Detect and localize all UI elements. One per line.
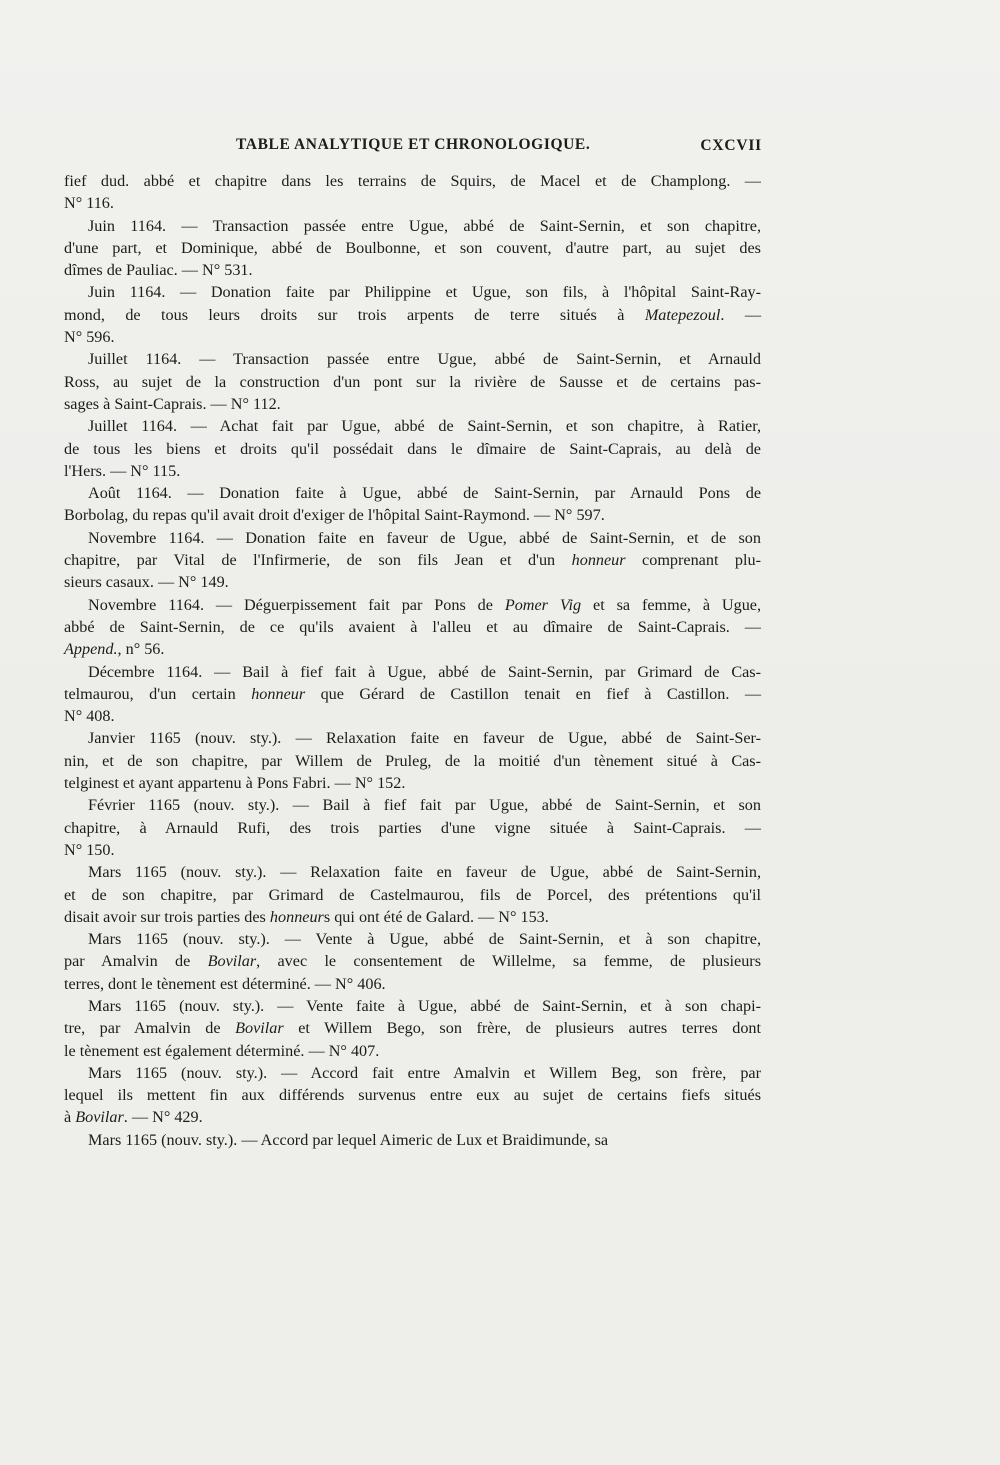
entry-line: par Amalvin de Bovilar, avec le consentement de Willelme, sa femme, de plusieurs — [64, 952, 761, 971]
entry-line: le tènement est également déterminé. — N° 407. — [64, 1041, 380, 1060]
table-entry — [64, 1129, 761, 1151]
entry-line: N° 116. — [64, 194, 114, 213]
entry-line: abbé de Saint-Sernin, de ce qu'ils avaient à l'alleu et au dîmaire de Saint-Caprais. — — [64, 617, 761, 636]
entry-line: Mars 1165 (nouv. sty.). — Accord par lequel Aimeric de Lux et Braidimunde, sa — [88, 1130, 609, 1149]
entry-line: Mars 1165 (nouv. sty.). — Accord fait entre Amalvin et Willem Beg, son frère, par — [88, 1063, 761, 1082]
page-number: CXCVII — [700, 137, 762, 154]
entry-line: dîmes de Pauliac. — N° 531. — [64, 261, 253, 280]
entry-line: Ross, au sujet de la construction d'un pont sur la rivière de Sausse et de certains pas- — [64, 372, 761, 391]
table-entry — [64, 794, 761, 861]
table-entry — [64, 727, 761, 794]
table-entry — [64, 995, 761, 1062]
table-entry — [64, 348, 761, 415]
table-entry — [64, 594, 761, 661]
table-entry — [64, 482, 761, 527]
entry-line: terres, dont le tènement est déterminé. — N° 406. — [64, 974, 386, 993]
running-title: TABLE ANALYTIQUE ET CHRONOLOGIQUE. — [236, 136, 591, 153]
table-entry — [64, 928, 761, 995]
entry-line: de tous les biens et droits qu'il possédait dans le dîmaire de Saint-Caprais, au delà de — [64, 439, 761, 458]
entry-line: l'Hers. — N° 115. — [64, 461, 181, 480]
entry-line: Mars 1165 (nouv. sty.). — Vente faite à Ugue, abbé de Saint-Sernin, et à son chapi- — [88, 996, 761, 1015]
entry-line: Mars 1165 (nouv. sty.). — Relaxation faite en faveur de Ugue, abbé de Saint-Sernin, — [88, 863, 761, 882]
entry-line: Novembre 1164. — Déguerpissement fait par Pons de Pomer Vig et sa femme, à Ugue, — [88, 595, 762, 614]
entry-line: d'une part, et Dominique, abbé de Boulbonne, et son couvent, d'autre part, au sujet des — [64, 238, 761, 257]
entry-line: Mars 1165 (nouv. sty.). — Vente à Ugue, abbé de Saint-Sernin, et à son chapitre, — [88, 930, 761, 949]
entry-line: Novembre 1164. — Donation faite en faveur de Ugue, abbé de Saint-Sernin, et de son — [88, 528, 761, 547]
entry-line: telginest et ayant appartenu à Pons Fabri. — N° 152. — [64, 774, 406, 793]
table-entry — [64, 415, 761, 482]
body-text — [64, 170, 761, 1151]
table-entry — [64, 861, 761, 928]
table-entry — [64, 661, 761, 728]
table-entry — [64, 170, 761, 215]
entry-line: sages à Saint-Caprais. — N° 112. — [64, 394, 281, 413]
entry-line: disait avoir sur trois parties des honneurs qui ont été de Galard. — N° 153. — [64, 907, 549, 926]
entry-line: Juillet 1164. — Transaction passée entre Ugue, abbé de Saint-Sernin, et Arnauld — [88, 350, 761, 369]
entry-line: sieurs casaux. — N° 149. — [64, 573, 229, 592]
table-entry — [64, 1062, 761, 1129]
table-entry — [64, 527, 761, 594]
entry-line: Décembre 1164. — Bail à fief fait à Ugue, abbé de Saint-Sernin, par Grimard de Cas- — [88, 662, 761, 681]
entry-line: tre, par Amalvin de Bovilar et Willem Bego, son frère, de plusieurs autres terres dont — [64, 1019, 761, 1038]
entry-line: lequel ils mettent fin aux différends survenus entre eux au sujet de certains fiefs situés — [64, 1086, 761, 1105]
entry-line: Append., n° 56. — [64, 640, 165, 659]
entry-line: telmaurou, d'un certain honneur que Gérard de Castillon tenait en fief à Castillon. — — [64, 684, 762, 703]
running-header — [66, 136, 762, 160]
table-entry — [64, 215, 761, 282]
table-entry — [64, 281, 761, 348]
entry-line: Janvier 1165 (nouv. sty.). — Relaxation faite en faveur de Ugue, abbé de Saint-Ser- — [88, 729, 761, 748]
entry-line: Juin 1164. — Transaction passée entre Ugue, abbé de Saint-Sernin, et son chapitre, — [88, 216, 761, 235]
entry-line: nin, et de son chapitre, par Willem de Pruleg, de la moitié d'un tènement situé à Cas- — [64, 751, 761, 770]
entry-line: et de son chapitre, par Grimard de Castelmaurou, fils de Porcel, des prétentions qu'il — [64, 885, 761, 904]
entry-line: fief dud. abbé et chapitre dans les terrains de Squirs, de Macel et de Champlong. — — [64, 172, 761, 190]
entry-line: Borbolag, du repas qu'il avait droit d'exiger de l'hôpital Saint-Raymond. — N° 597. — [64, 506, 605, 525]
entry-line: Février 1165 (nouv. sty.). — Bail à fief fait par Ugue, abbé de Saint-Sernin, et son — [88, 796, 761, 815]
entry-line: N° 596. — [64, 328, 115, 347]
entry-line: chapitre, par Vital de l'Infirmerie, de son fils Jean et d'un honneur comprenant plu- — [64, 551, 762, 570]
entry-line: chapitre, à Arnauld Rufi, des trois parties d'une vigne située à Saint-Caprais. — — [64, 818, 761, 837]
entry-line: mond, de tous leurs droits sur trois arpents de terre situés à Matepezoul. — — [64, 305, 762, 324]
entry-line: N° 408. — [64, 707, 115, 726]
entry-line: Juin 1164. — Donation faite par Philippine et Ugue, son fils, à l'hôpital Saint-Ray- — [88, 283, 761, 302]
entry-line: à Bovilar. — N° 429. — [64, 1108, 203, 1127]
entry-line: Août 1164. — Donation faite à Ugue, abbé de Saint-Sernin, par Arnauld Pons de — [88, 484, 761, 503]
entry-line: Juillet 1164. — Achat fait par Ugue, abbé de Saint-Sernin, et son chapitre, à Ratier, — [88, 417, 761, 436]
entry-line: N° 150. — [64, 840, 115, 859]
